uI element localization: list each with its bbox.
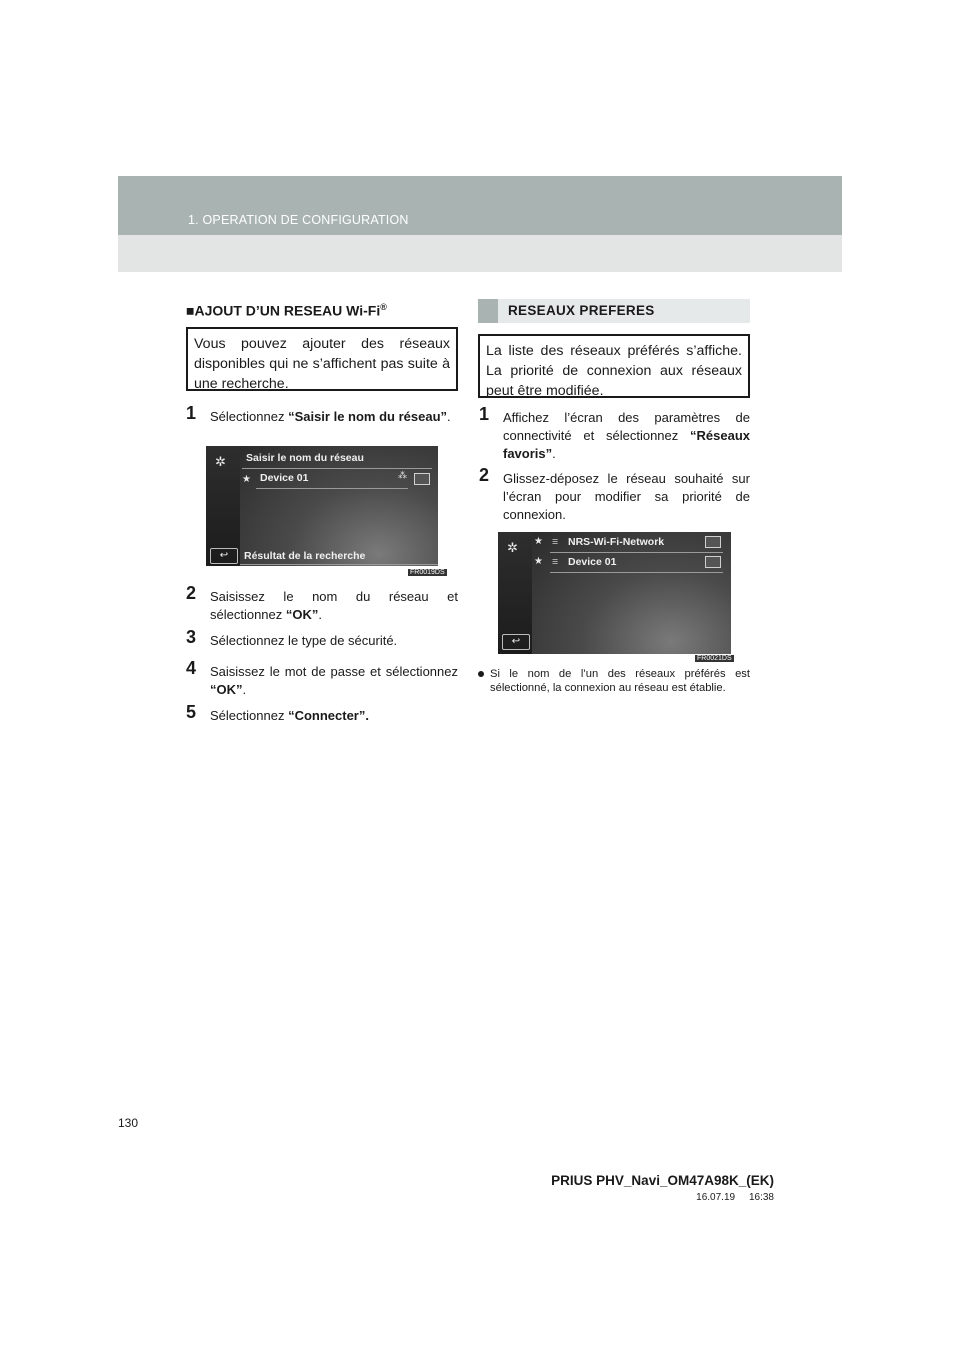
screen-item-row [256, 468, 408, 489]
star-icon: ★ [242, 474, 251, 485]
step-after: . [318, 607, 323, 622]
bullet-note [490, 667, 750, 695]
step-text: Sélectionnez le type de sécurité. [210, 633, 398, 648]
drag-handle-icon: ≡ [552, 556, 559, 568]
step-number: 2 [479, 465, 490, 485]
step-emphasis: “OK” [210, 682, 243, 697]
step-emphasis: “Saisir le nom du réseau” [288, 409, 448, 424]
back-arrow-icon: ↩ [210, 548, 238, 564]
step-text: Saisissez le nom du réseau et sélectionnez [210, 589, 458, 622]
star-icon: ★ [534, 556, 543, 567]
network-name: Device 01 [568, 556, 617, 568]
step-number: 3 [186, 627, 197, 647]
security-badge-icon [414, 473, 430, 485]
step-text: Affichez l’écran des paramètres de connectivité et sélectionnez [503, 410, 750, 443]
step-right-2 [479, 465, 750, 524]
section-heading-add-wifi [186, 302, 387, 319]
step-number: 4 [186, 658, 197, 678]
bullet-text: Si le nom de l’un des réseaux préférés est sélectionné, la connexion au réseau est établie. [490, 668, 750, 694]
security-badge-icon [705, 536, 721, 548]
heading-marker: ■ [186, 302, 195, 319]
screen-network-row-1 [550, 532, 723, 553]
step-right-1 [479, 404, 750, 463]
step-left-2 [186, 583, 458, 624]
header-top-bar [118, 176, 842, 235]
step-text: Sélectionnez [210, 708, 289, 723]
screen-title: Saisir le nom du réseau [246, 452, 364, 464]
screen-bottom-bar [240, 544, 438, 565]
heading-text: RESEAUX PREFERES [508, 303, 655, 318]
step-left-5 [186, 702, 458, 725]
header-band [118, 176, 842, 272]
step-text: Glissez-déposez le réseau souhaité sur l’écran pour modifier sa priorité de connexion. [503, 471, 750, 522]
signal-icon: ⁂ [398, 470, 407, 480]
step-number: 1 [186, 403, 197, 423]
step-after: . [447, 409, 451, 424]
step-emphasis: “Réseaux favoris” [503, 428, 750, 461]
screen-title-bar [242, 448, 432, 469]
step-text: Saisissez le mot de passe et sélectionnez [210, 664, 458, 679]
info-box-preferred-networks: La liste des réseaux préférés s’affiche. La priorité de connexion aux réseaux peut être modifiée. [478, 334, 750, 398]
screen-preferred-networks [498, 532, 731, 654]
step-left-1 [186, 403, 458, 426]
back-arrow-icon: ↩ [502, 634, 530, 650]
info-box-add-wifi: Vous pouvez ajouter des réseaux disponibles qui ne s’affichent pas suite à une recherche. [186, 327, 458, 391]
step-emphasis: “Connecter”. [288, 708, 369, 723]
page-number: 130 [118, 1116, 139, 1130]
heading-text: AJOUT D’UN RESEAU Wi-Fi [194, 302, 381, 319]
document-code: PRIUS PHV_Navi_OM47A98K_(EK) [551, 1173, 774, 1188]
step-after: . [552, 446, 556, 461]
step-left-3 [186, 627, 458, 650]
step-text: Sélectionnez [210, 409, 289, 424]
section-heading-preferred-networks [478, 299, 750, 323]
step-after: . [242, 682, 247, 697]
chapter-title: 1. OPERATION DE CONFIGURATION [188, 213, 409, 227]
security-badge-icon [705, 556, 721, 568]
screen-network-row-2 [550, 552, 723, 573]
step-emphasis: “OK” [285, 607, 319, 622]
step-number: 5 [186, 702, 197, 722]
star-icon: ★ [534, 536, 543, 547]
drag-handle-icon: ≡ [552, 536, 559, 548]
gear-icon: ✲ [215, 454, 226, 469]
step-left-4 [186, 658, 458, 699]
step-number: 2 [186, 583, 197, 603]
gear-icon: ✲ [507, 540, 518, 555]
screen-item-label: Device 01 [260, 472, 309, 484]
heading-tab-mark [478, 299, 498, 323]
step-number: 1 [479, 404, 490, 424]
bullet-dot [478, 671, 484, 677]
image-code: FR0019DS [410, 569, 445, 576]
screen-enter-network-name [206, 446, 438, 566]
screen-bottom-label: Résultat de la recherche [244, 550, 366, 562]
document-date: 16.07.19 16:38 [696, 1192, 774, 1203]
image-code: FR0021DS [697, 655, 732, 662]
registered-mark: ® [380, 302, 387, 312]
network-name: NRS-Wi-Fi-Network [568, 536, 665, 548]
